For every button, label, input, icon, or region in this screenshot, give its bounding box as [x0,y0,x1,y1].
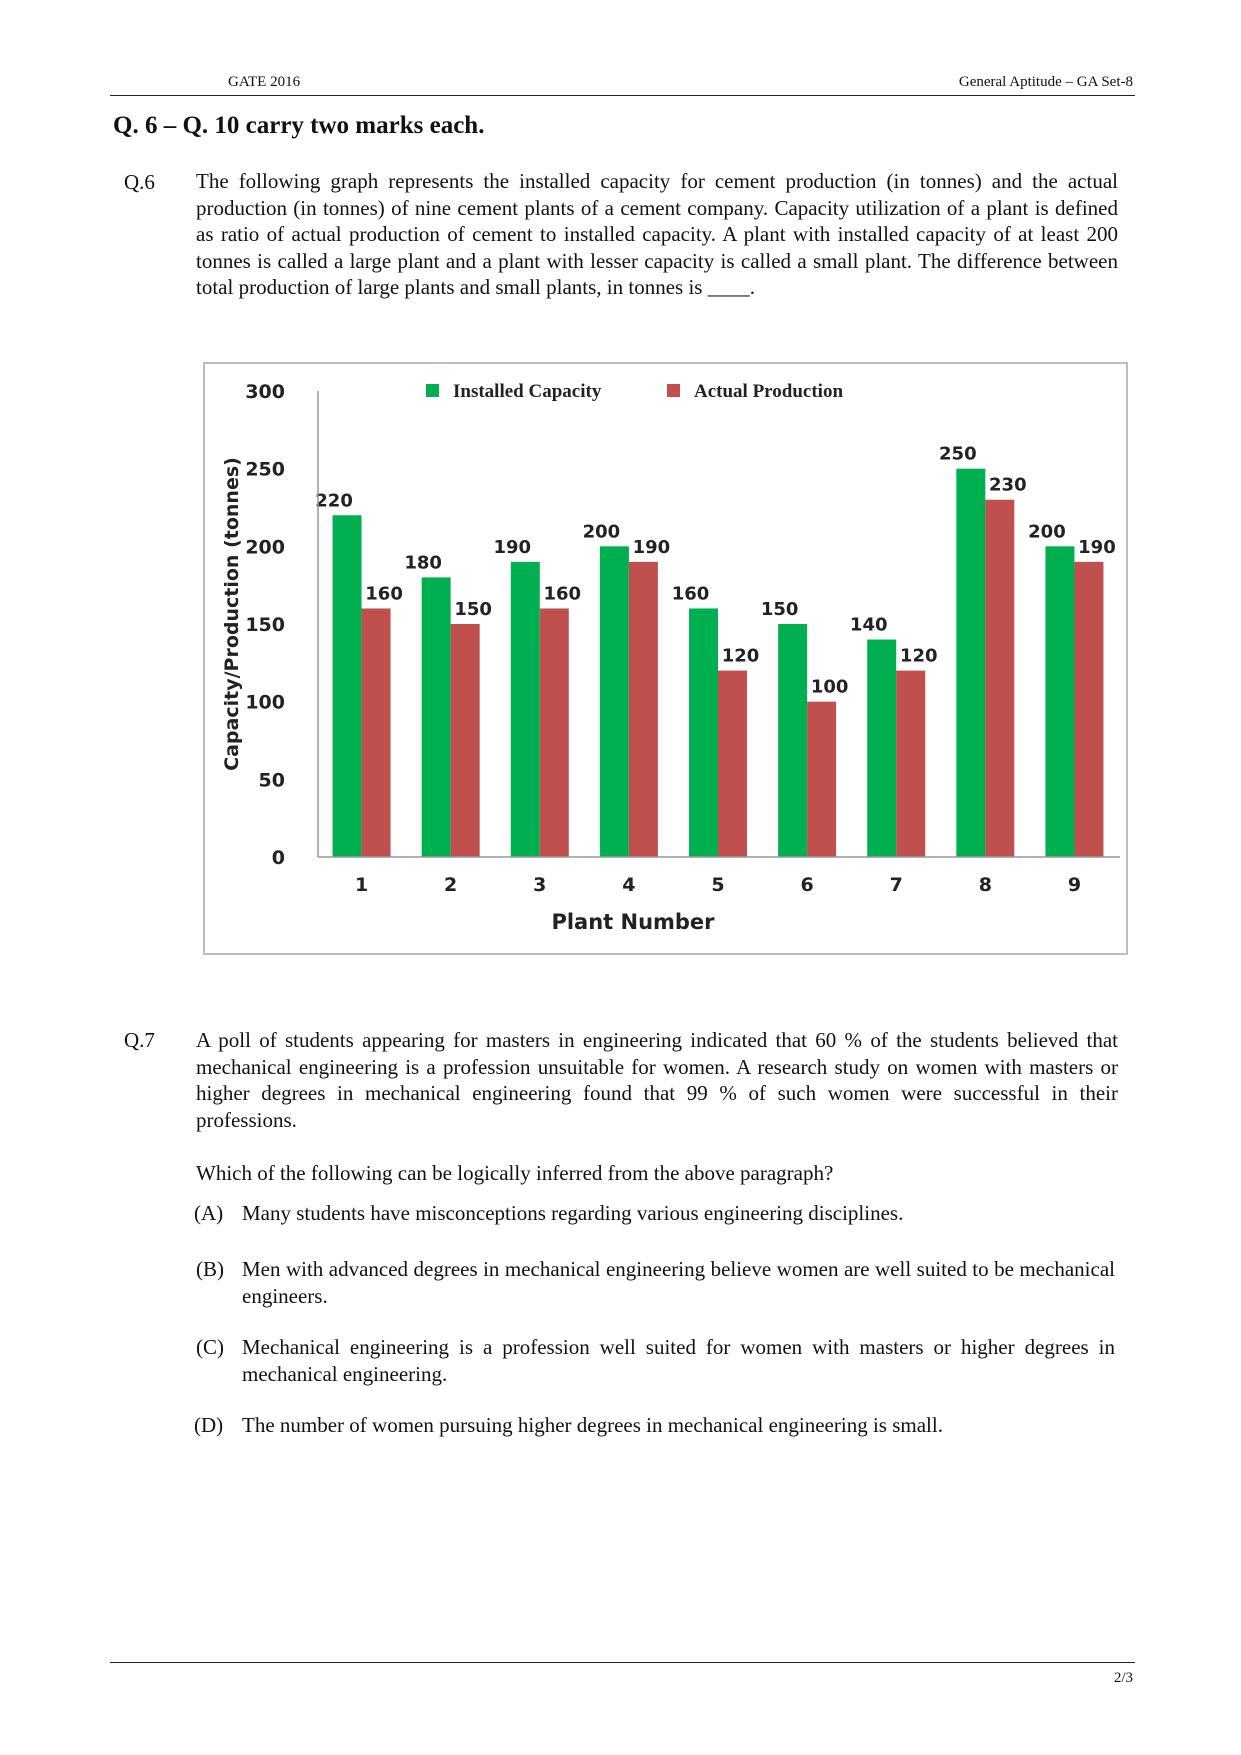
bar-installed [867,640,896,857]
data-label: 150 [454,599,492,620]
option-c-label: (C) [196,1335,224,1359]
header-left: GATE 2016 [228,74,301,90]
bar-actual [718,671,747,857]
x-tick-label: 7 [889,874,903,896]
data-label: 230 [989,474,1027,496]
y-tick-label: 200 [245,536,285,559]
x-tick-label: 3 [533,874,547,896]
data-label: 190 [632,536,671,558]
bar-actual [807,702,836,857]
y-tick-label: 50 [258,769,285,792]
bar-chart [205,364,1126,953]
y-tick-label: 0 [271,847,285,869]
footer-rule [110,1662,1135,1663]
data-label: 180 [404,552,442,574]
q7-number: Q.7 [124,1028,155,1052]
option-b-label: (B) [196,1257,224,1281]
option-a-label: (A) [194,1201,224,1225]
data-label: 160 [543,583,582,605]
x-tick-label: 4 [622,874,636,896]
data-label: 100 [810,676,849,698]
option-c-text: Mechanical engineering is a profession well suited for women with masters or higher degrees in mechanical engineering. [242,1335,1115,1386]
y-tick-label: 150 [245,614,285,636]
x-tick-label: 8 [978,874,992,896]
bar-installed [778,624,807,857]
header-rule [110,95,1135,96]
data-label: 160 [671,583,710,605]
y-tick-label: 100 [245,691,285,714]
bar-actual [451,624,480,857]
data-label: 190 [1078,536,1116,558]
q6-number: Q.6 [124,170,155,194]
data-label: 150 [760,599,799,620]
data-label: 120 [721,645,760,667]
x-tick-label: 6 [800,874,814,896]
bar-actual [629,562,658,857]
y-tick-label: 300 [245,381,285,403]
bar-installed [1045,546,1074,857]
bar-actual [985,500,1014,857]
legend-label: Installed Capacity [453,381,602,402]
data-label: 220 [315,490,353,512]
option-a-text: Many students have misconceptions regarding various engineering disciplines. [242,1201,904,1225]
q7-prompt: Which of the following can be logically inferred from the above paragraph? [196,1161,834,1185]
data-label: 200 [582,521,621,543]
data-label: 120 [899,645,938,667]
x-axis-title: Plant Number [551,910,715,934]
x-tick-label: 5 [711,874,725,896]
section-title: Q. 6 – Q. 10 carry two marks each. [113,112,485,139]
page-number: 2/3 [1113,1670,1133,1686]
legend-swatch [667,384,680,397]
q7-text: A poll of students appearing for masters in engineering indicated that 60 % of the students believed that mechanical engineering is a profession unsuitable for women. A research study on women with masters or higher degrees in mechanical engineering found that 99 % of such women were successful in their professions. [196,1028,1118,1132]
option-d-label: (D) [194,1413,224,1437]
legend-swatch [426,384,439,397]
y-tick-label: 250 [245,458,285,481]
data-label: 200 [1028,521,1066,543]
bar-installed [956,469,985,857]
data-label: 140 [849,614,888,636]
y-axis-title: Capacity/Production (tonnes) [221,457,243,771]
bar-actual [1074,562,1103,857]
data-label: 250 [939,443,977,465]
x-tick-label: 1 [354,874,369,896]
x-tick-label: 2 [444,874,458,896]
data-label: 160 [365,583,403,605]
bar-actual [362,608,391,857]
option-d-text: The number of women pursuing higher degrees in mechanical engineering is small. [242,1413,943,1437]
data-label: 190 [493,536,532,558]
option-b-text: Men with advanced degrees in mechanical engineering believe women are well suited to be mechanical engineers. [242,1257,1115,1308]
bar-installed [422,577,451,857]
bar-installed [600,546,629,857]
chart-frame [203,362,1128,955]
legend-label: Actual Production [694,381,844,402]
x-tick-label: 9 [1067,874,1082,896]
bar-actual [540,608,569,857]
bar-installed [689,608,718,857]
bar-installed [333,515,362,857]
bar-installed [511,562,540,857]
header-right: General Aptitude – GA Set-8 [958,74,1133,90]
q6-text: The following graph represents the installed capacity for cement production (in tonnes) and the actual production (in tonnes) of nine cement plants of a cement company. Capacity utilization of a plant is defined as ratio of actual production of cement to installed capacity. A plant with installed capacity of at least 200 tonnes is called a large plant and a plant with lesser capacity is called a small plant. The difference between total production of large plants and small plants, in tonnes is ____. [196,169,1118,299]
bar-actual [896,671,925,857]
